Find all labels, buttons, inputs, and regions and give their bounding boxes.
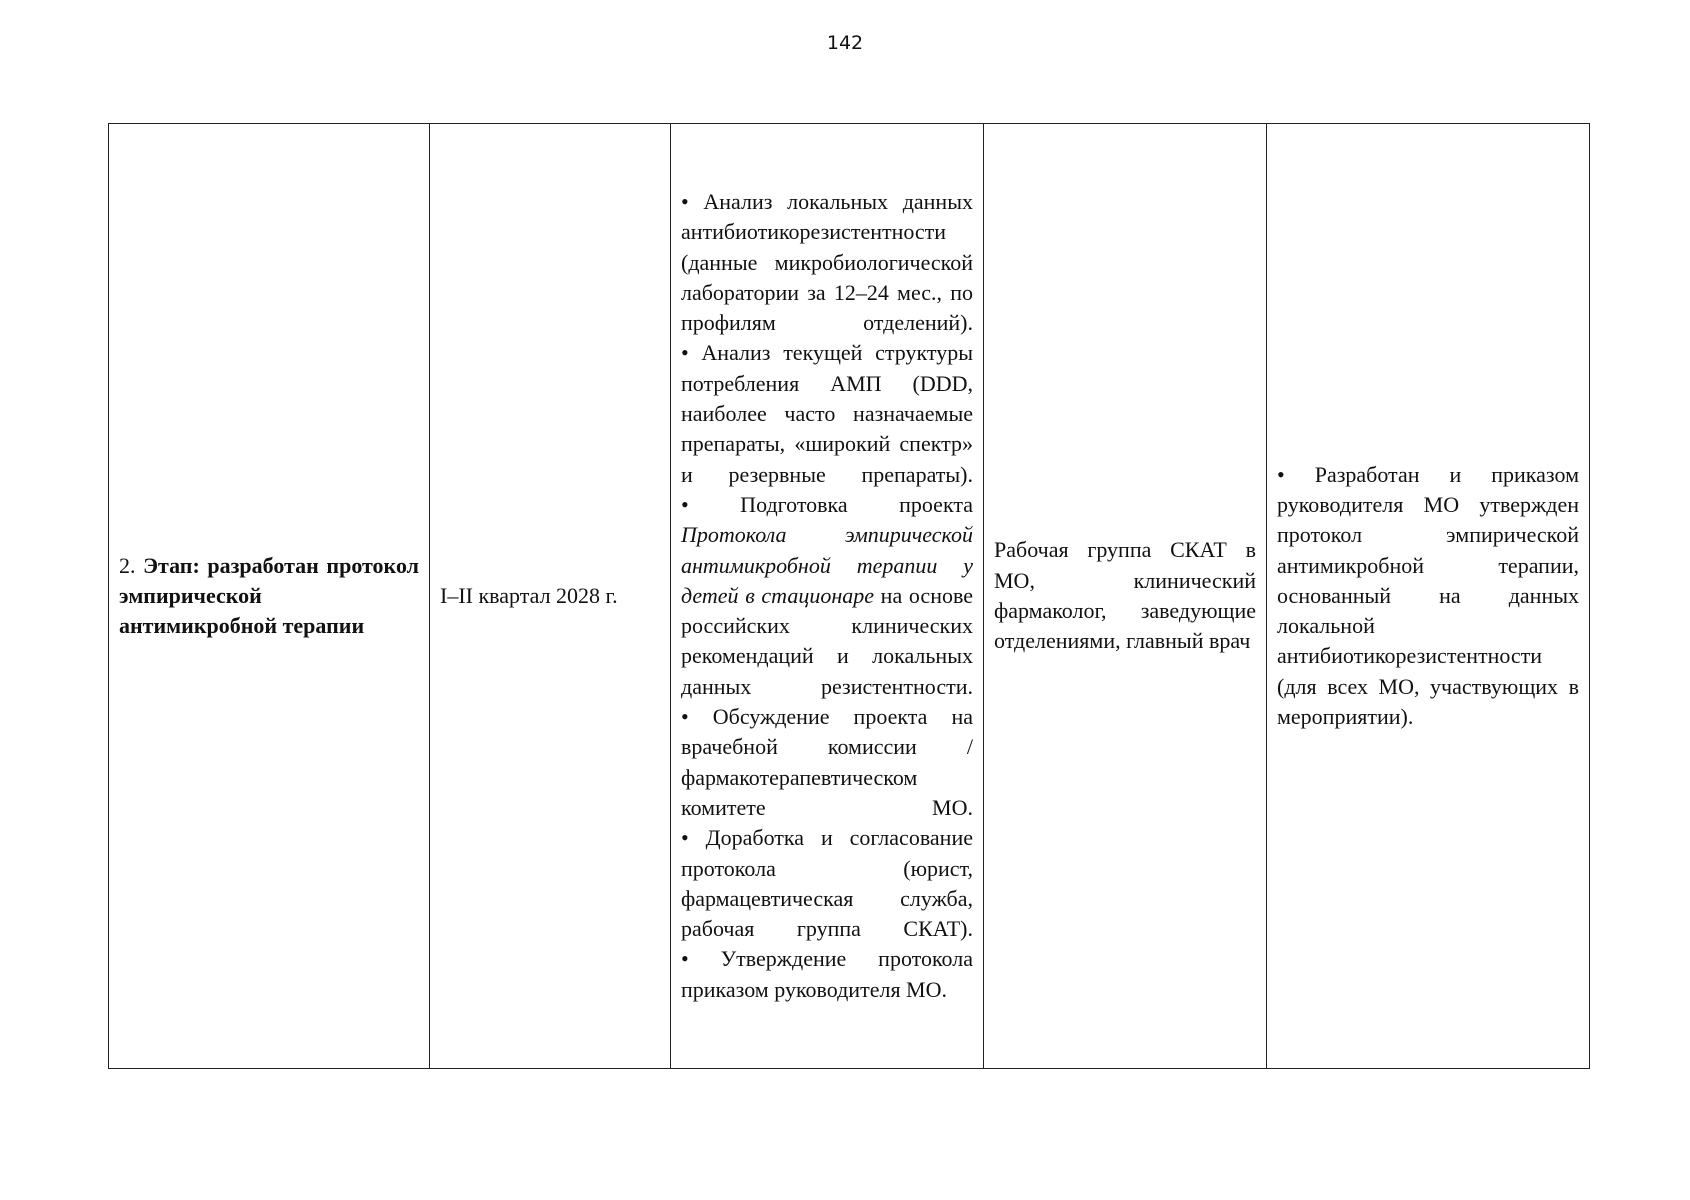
action-item: • Утверждение протокола приказом руководителя МО. (681, 946, 973, 1002)
page-number: 142 (826, 32, 864, 54)
action-item: • Обсуждение проекта на врачебной комиссии / фармакотерапевтическом комитете МО. (681, 704, 973, 820)
protocol-title-italic: Протокола эмпирической антимикробной терапии у детей в стационаре (681, 522, 973, 608)
result-cell (1267, 124, 1590, 1069)
actions-list (681, 187, 973, 1005)
actions-cell (671, 124, 984, 1069)
action-text: • Подготовка проекта (681, 491, 973, 517)
action-item (681, 490, 973, 702)
period-cell (430, 124, 671, 1069)
stage-cell (109, 124, 430, 1069)
result-text: • Разработан и приказом руководителя МО утвержден протокол эмпирической антимикробной терапии, основанный на данных локальной антибиотикорезистентности (для всех МО, участвующих в мероприятии). (1277, 461, 1579, 730)
action-text: на основе российских клинических рекомендаций и локальных данных резистентности. (681, 582, 973, 699)
period-text: I–II квартал 2028 г. (440, 582, 618, 608)
action-item: • Доработка и согласование протокола (юрист, фармацевтическая служба, рабочая группа СКАТ). (681, 825, 973, 942)
action-item: • Анализ локальных данных антибиотикорезистентности (681, 188, 973, 245)
responsible-cell (984, 124, 1267, 1069)
responsible-text: Рабочая группа СКАТ в МО, клинический фармаколог, заведующие отделениями, главный врач (994, 537, 1256, 654)
action-item: • Анализ текущей структуры потребления АМП (DDD, наиболее часто назначаемые препараты, «широкий спектр» и резервные препараты). (681, 340, 973, 487)
action-item: (данные микробиологической лаборатории за 12–24 мес., по профилям отделений). (681, 249, 973, 336)
stage-text (119, 551, 419, 642)
stage-title: Этап: разработан протокол эмпирической антимикробной терапии (119, 552, 419, 639)
stage-number: 2. (119, 552, 144, 578)
plan-table (108, 123, 1590, 1069)
table-row (109, 124, 1590, 1069)
